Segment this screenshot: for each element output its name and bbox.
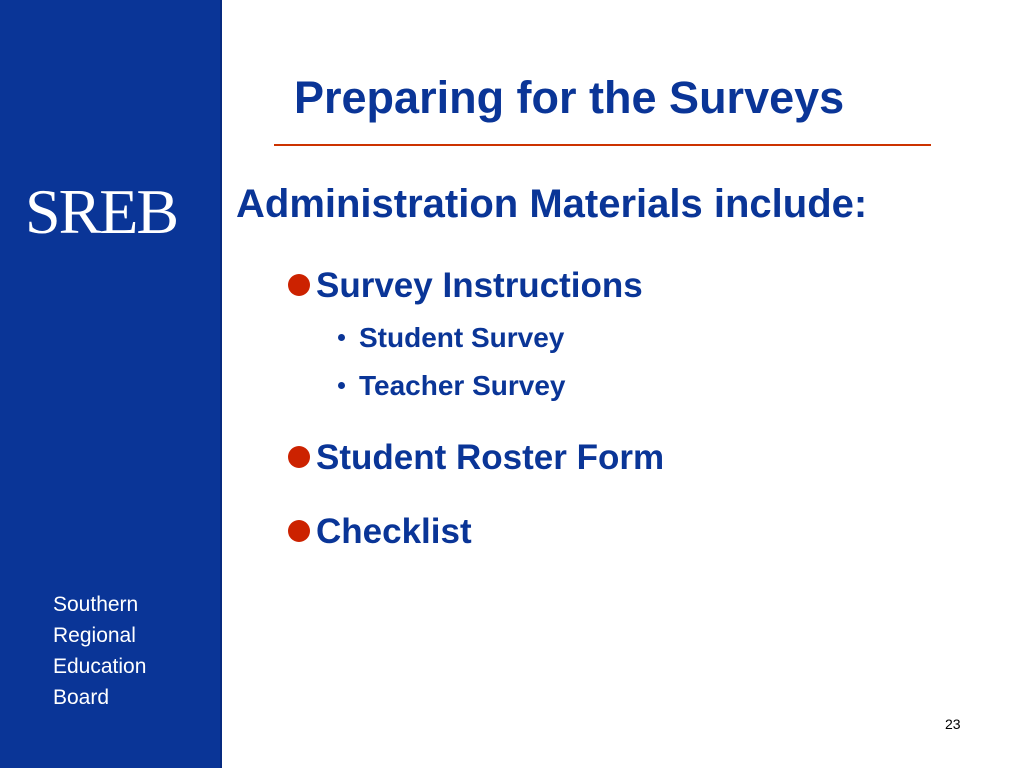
page-number: 23: [945, 716, 961, 732]
bullet-item: [288, 266, 643, 306]
title-divider: [274, 144, 931, 146]
sub-bullet-item: [338, 370, 566, 402]
bullet-item: [288, 512, 472, 552]
bullet-text: Student Roster Form: [316, 438, 665, 477]
organization-name: [53, 589, 146, 713]
sidebar: [0, 0, 222, 768]
sub-bullet-text: Student Survey: [359, 322, 565, 353]
sreb-logo: SREB: [25, 176, 178, 247]
sub-bullet-text: Teacher Survey: [359, 370, 566, 401]
sub-bullet-item: [338, 322, 564, 354]
bullet-dot-icon: [338, 334, 345, 341]
org-name-line: Regional: [53, 624, 136, 647]
red-bullet-icon: [288, 274, 310, 296]
bullet-text: Survey Instructions: [316, 266, 643, 305]
org-name-line: Southern: [53, 593, 139, 616]
red-bullet-icon: [288, 520, 310, 542]
org-name-line: Education: [53, 655, 147, 678]
bullet-text: Checklist: [316, 512, 472, 551]
slide-subtitle: Administration Materials include:: [236, 182, 868, 226]
bullet-item: [288, 438, 664, 478]
slide-title: Preparing for the Surveys: [294, 72, 845, 123]
bullet-dot-icon: [338, 382, 345, 389]
org-name-line: Board: [53, 686, 110, 709]
red-bullet-icon: [288, 446, 310, 468]
